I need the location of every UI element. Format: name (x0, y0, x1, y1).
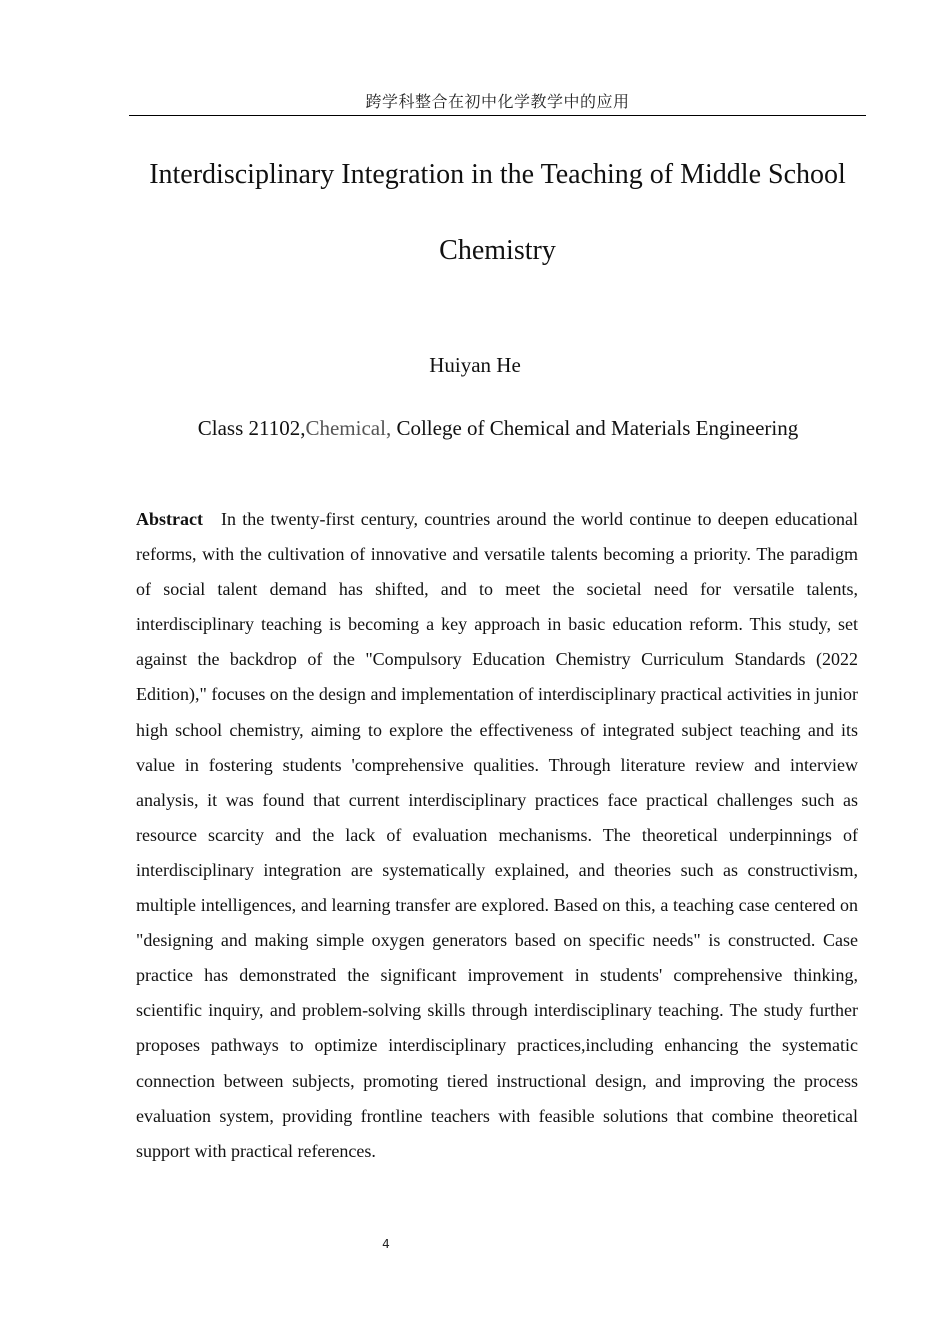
abstract-paragraph (136, 502, 858, 1169)
author-name: Huiyan He (429, 353, 521, 377)
affiliation-major: Chemical, (305, 416, 392, 440)
abstract-text: In the twenty-first century, countries around the world continue to deepen educational reforms, with the cultivation of innovative and versatile talents becoming a priority. The paradigm of social talent demand has shifted, and to meet the societal need for versatile talents, interdisciplinary teaching is becoming a key approach in basic education reform. This study, set against the backdrop of the "Compulsory Education Chemistry Curriculum Standards (2022 Edition)," focuses on the design and implementation of interdisciplinary practical activities in junior high school chemistry, aiming to explore the effectiveness of integrated subject teaching and its value in fostering students 'comprehensive qualities. Through literature review and interview analysis, it was found that current interdisciplinary practices face practical challenges such as resource scarcity and the lack of evaluation mechanisms. The theoretical underpinnings of interdisciplinary integration are systematically explained, and theories such as constructivism, multiple intelligences, and learning transfer are explored. Based on this, a teaching case centered on "designing and making simple oxygen generators based on specific needs" is constructed. Case practice has demonstrated the significant improvement in students' comprehensive thinking, scientific inquiry, and problem-solving skills through interdisciplinary teaching. The study further proposes pathways to optimize interdisciplinary practices,including enhancing the systematic connection between subjects, promoting tiered instructional design, and improving the process evaluation system, providing frontline teachers with feasible solutions that combine theoretical support with practical references. (136, 509, 858, 1161)
affiliation-class: Class 21102, (197, 416, 306, 440)
page-number: 4 (382, 1237, 390, 1251)
header-rule (129, 115, 866, 116)
affiliation-college: College of Chemical and Materials Engineering (391, 416, 799, 440)
running-header: 跨学科整合在初中化学教学中的应用 (365, 92, 630, 111)
abstract-label: Abstract (136, 509, 203, 529)
author-affiliation (0, 415, 950, 441)
paper-title: Interdisciplinary Integration in the Teaching of Middle School Chemistry (149, 159, 846, 266)
